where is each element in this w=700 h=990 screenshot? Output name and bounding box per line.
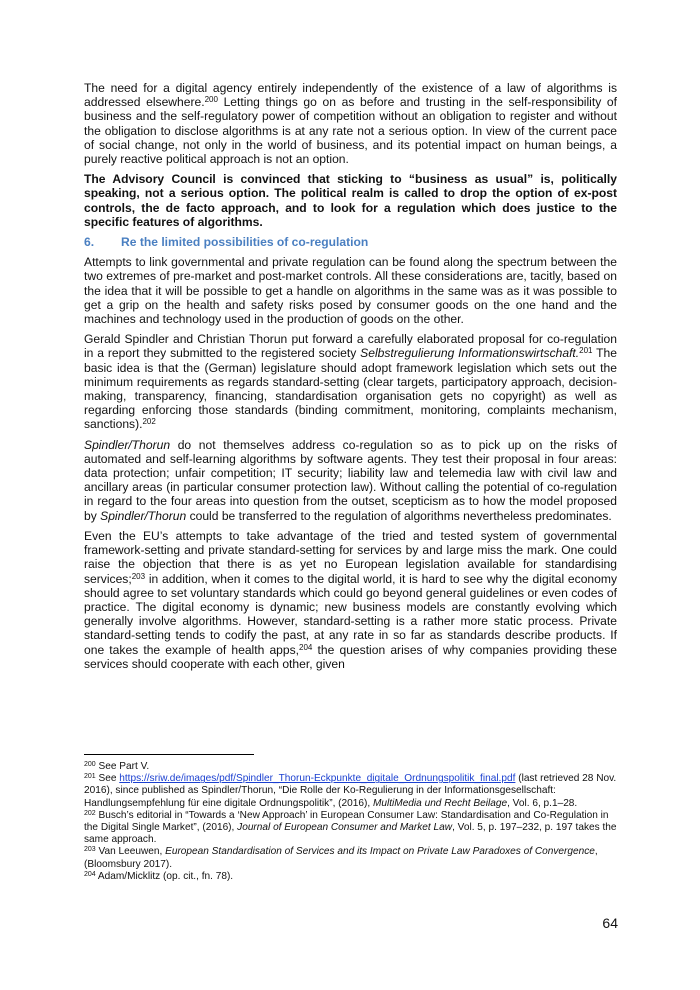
footnote-ref-202[interactable]: 202 bbox=[142, 417, 156, 427]
section-title: Re the limited possibilities of co-regulation bbox=[121, 235, 369, 250]
footnote-204: $^{204}$ Adam/Micklitz (op. cit., fn. 78). bbox=[84, 870, 234, 882]
footnote-ref-201[interactable]: 201 bbox=[579, 346, 593, 356]
footnote-ref-204[interactable]: 204 bbox=[299, 642, 313, 652]
paragraph-5: Spindler/Thorun do not themselves address co-regulation so as to pick up on the risks of automated and self-learning algorithms by software agents. They test their proposal in four areas: data protection; unfair competition; IT security; liability law and telemedia law with civil law and ancillary areas (in particular consumer protection law). Without calling the potential of co-regulation in regard to the four areas into question from the outset, scepticism as to how the model proposed by Spindler/Thorun could be transferred to the regulation of algorithms nevertheless predominates. bbox=[84, 437, 617, 523]
section-number: 6. bbox=[84, 235, 95, 250]
footnote-ref-200[interactable]: 200 bbox=[204, 95, 218, 105]
section-heading bbox=[84, 235, 617, 249]
footnote-divider bbox=[84, 754, 254, 755]
footnote-202: $^{202}$ Busch’s editorial in “Towards a ‘New Approach’ in European Consumer Law: Standardisation and Co-Regulation in the Digital Single Market”, (2016), Journal of European Consumer and Market Law, Vol. 5, p. 197–232, p. 197 takes the same approach. bbox=[84, 809, 617, 846]
page-number: 64 bbox=[602, 915, 618, 931]
paragraph-1: The need for a digital agency entirely independently of the existence of a law of algorithms is addressed elsewhere.$^{200}$ Letting things go on as before and trusting in the self-responsibility of business and the self-regulatory power of competition without an obligation to register and without the obligation to disclose algorithms is at any rate not a serious option. In view of the current pace of social change, not only in the world of business, and its potential impact on human beings, a purely reactive political approach is not an option. bbox=[84, 81, 617, 167]
body-text bbox=[84, 81, 617, 677]
footnote-ref-203[interactable]: 203 bbox=[131, 571, 146, 581]
paragraph-6: Even the EU’s attempts to take advantage of the tried and tested system of governmental framework-setting and private standard-setting for services by and large miss the mark. One could raise the objection that there is as yet no European legislation available for standardising services;$^{203}$ in addition, when it comes to the digital world, it is hard to see why the digital economy should agree to set voluntary standards which could go beyond general guidelines or even codes of practice. The digital economy is dynamic; new business models are constantly evolving which generally involve algorithms. However, standard-setting is a rather more static process. Private standard-setting tends to codify the past, at any rate in so far as standards describe products. If one takes the example of health apps,$^{204}$ the question arises of why companies providing these services should cooperate with each other, given bbox=[84, 528, 617, 671]
paragraph-4: Gerald Spindler and Christian Thorun put forward a carefully elaborated proposal for co-regulation in a report they submitted to the registered society Selbstregulierung Informationswirtschaft.$^{201}$ The basic idea is that the (German) legislature should adopt framework legislation which sets out the minimum requirements as regards standard-setting (clear targets, participatory approach, decision-making, transparency, financing, standardisation organisation gets no copyright) as well as regarding enforcing those standards (binding commitment, monitoring, complaints mechanism, sanctions).$^{202}$ bbox=[84, 332, 618, 432]
paragraph-2-conclusion: The Advisory Council is convinced that sticking to “business as usual” is, politically speaking, not a serious option. The political realm is called to drop the option of ex-post controls, the de facto approach, and to look for a regulation which does justice to the specific features of algorithms. bbox=[84, 172, 617, 229]
footnotes bbox=[84, 754, 617, 883]
footnote-203: $^{203}$ Van Leeuwen, European Standardisation of Services and its Impact on Private Law Paradoxes of Convergence, (Bloomsbury 2017). bbox=[84, 846, 598, 870]
footnote-200: $^{200}$ See Part V. bbox=[84, 761, 150, 772]
footnote-201: $^{201}$ See https://sriw.de/images/pdf/Spindler_Thorun-Eckpunkte_digitale_Ordnungspolitik_final.pdf (last retrieved 28 Nov. 2016), since published as Spindler/Thorun, “Die Rolle der Ko-Regulierung in der Informationsgesellschaft: Handlungsempfehlung für eine digitale Ordnungspolitik”, (2016), MultiMedia und Recht Beilage, Vol. 6, p.1–28. bbox=[84, 773, 617, 809]
paragraph-3: Attempts to link governmental and private regulation can be found along the spectrum between the two extremes of pre-market and post-market controls. All these considerations are, tacitly, based on the idea that it will be possible to get a handle on algorithms in the same was as it was possible to get a grip on the health and safety risks posed by consumer goods on the one hand and the machines and technology used in the production of goods on the other. bbox=[84, 255, 617, 327]
footnote-201-link[interactable]: https://sriw.de/images/pdf/Spindler_Thorun-Eckpunkte_digitale_Ordnungspolitik_final.pdf bbox=[119, 773, 516, 785]
